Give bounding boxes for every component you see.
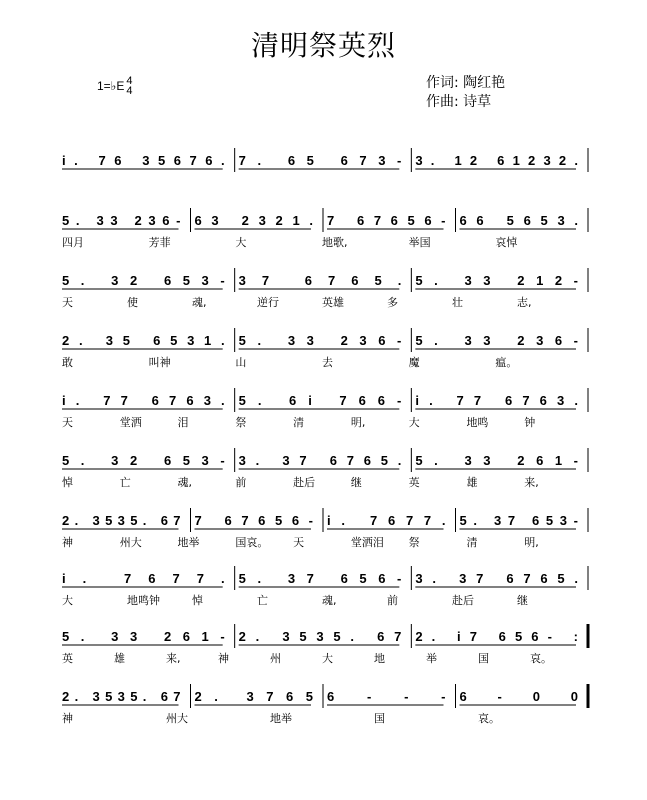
lyric-word: 神 bbox=[62, 712, 73, 725]
measure-notes: 5. 33 261- bbox=[415, 453, 578, 468]
lyric-word: 多 bbox=[387, 296, 398, 309]
lyric-word: 地歌, bbox=[322, 236, 348, 249]
measure-notes: i. 77 6763. bbox=[62, 393, 225, 408]
lyric-word: 魂, bbox=[177, 476, 193, 489]
lyric-word: 地 bbox=[374, 652, 385, 665]
lyric-word: 清 bbox=[466, 536, 478, 549]
lyric-word: 大 bbox=[62, 594, 73, 607]
measure-notes: 5. 32 653- bbox=[62, 453, 225, 468]
measure-notes: 37 6765. bbox=[238, 273, 402, 288]
score-line bbox=[62, 148, 588, 172]
measure-notes: 5. 32 653- bbox=[62, 273, 225, 288]
lyric-word: 国 bbox=[478, 652, 489, 665]
lyric-word: 天 bbox=[62, 416, 73, 429]
composer-label: 作曲: bbox=[426, 94, 459, 110]
measure-notes: i. 7677. bbox=[327, 513, 446, 528]
lyric-word: 哀悼 bbox=[495, 236, 518, 249]
measure-notes: 7 67656- bbox=[194, 513, 313, 528]
lyric-word: 国 bbox=[374, 712, 385, 725]
lyric-word: 山 bbox=[235, 356, 247, 369]
lyric-word: 祭 bbox=[235, 416, 247, 429]
key-label: 1=♭E bbox=[97, 79, 125, 93]
score-line bbox=[62, 508, 588, 549]
measure-notes: 5. 33 261- bbox=[62, 629, 225, 644]
lyric-word: 地举 bbox=[177, 536, 200, 549]
lyric-word: 来, bbox=[166, 652, 181, 665]
lyric-word: 前 bbox=[235, 476, 247, 489]
measure-notes: 2. 3765 bbox=[194, 689, 313, 704]
lyric-word: 悼 bbox=[192, 594, 203, 607]
measure-notes: 5. 6i 766- bbox=[238, 393, 402, 408]
measure-notes: 3. 37 6765. bbox=[238, 453, 402, 468]
score-line bbox=[62, 684, 588, 725]
meter-top: 4 bbox=[126, 75, 133, 87]
lyric-word: 哀。 bbox=[478, 712, 500, 725]
lyric-word: 清 bbox=[293, 416, 305, 429]
score-line bbox=[62, 328, 588, 369]
measure-notes: 3. 12 61232. bbox=[415, 153, 578, 168]
measure-notes: 2. 35 6531. bbox=[62, 333, 225, 348]
lyric-word: 继 bbox=[350, 476, 362, 489]
lyric-word: 赴后 bbox=[293, 476, 316, 489]
lyric-word: 地鸣 bbox=[466, 416, 489, 429]
measure-notes: 63 2321. bbox=[194, 213, 313, 228]
lyric-word: 神 bbox=[218, 652, 229, 665]
lyric-word: 悼 bbox=[62, 476, 73, 489]
measure-notes: 5. 33 236- bbox=[415, 333, 578, 348]
lyric-word: 魂, bbox=[192, 296, 207, 309]
lyric-word: 大 bbox=[408, 416, 420, 429]
lyric-word: 志, bbox=[517, 296, 532, 309]
lyric-word: 祭 bbox=[408, 536, 420, 549]
measure-notes: 2. i7 656- : bbox=[415, 629, 578, 644]
measure-notes: 6--- bbox=[327, 689, 446, 704]
lyric-word: 前 bbox=[387, 594, 398, 607]
lyric-word: 亡 bbox=[257, 594, 268, 607]
lyric-word: 魔 bbox=[408, 356, 420, 369]
lyric-word: 雄 bbox=[114, 652, 125, 665]
lyric-word: 英 bbox=[408, 476, 420, 489]
lyric-word: 四月 bbox=[62, 236, 84, 249]
score-line bbox=[62, 448, 588, 489]
lyric-word: 使 bbox=[127, 296, 138, 309]
lyric-word: 英 bbox=[62, 652, 73, 665]
score-line bbox=[62, 624, 588, 665]
score-line bbox=[62, 268, 588, 309]
measure-notes: 2. 3535. 67 bbox=[238, 629, 402, 644]
lyric-word: 赴后 bbox=[452, 594, 474, 607]
lyric-word: 大 bbox=[322, 652, 333, 665]
lyricist-label: 作词: bbox=[426, 75, 459, 91]
lyric-word: 瘟。 bbox=[495, 356, 518, 369]
lyric-word: 大 bbox=[235, 236, 247, 249]
lyric-word: 天 bbox=[62, 296, 73, 309]
lyric-word: 举国 bbox=[408, 236, 431, 249]
lyric-word: 明, bbox=[524, 536, 539, 549]
lyric-word: 明, bbox=[350, 416, 366, 429]
lyric-word: 亡 bbox=[119, 476, 131, 489]
lyric-word: 来, bbox=[524, 476, 539, 489]
lyric-word: 州大 bbox=[166, 712, 188, 725]
measure-notes: 5. 33 236- bbox=[62, 213, 181, 228]
lyric-word: 州 bbox=[270, 652, 281, 665]
measure-notes: 66 5653. bbox=[459, 213, 578, 228]
lyric-word: 举 bbox=[426, 652, 437, 665]
measure-notes: 5. 33 236- bbox=[238, 333, 402, 348]
lyric-word: 国哀。 bbox=[235, 536, 269, 549]
measure-notes: i. 7677. bbox=[62, 571, 225, 586]
lyric-word: 堂洒泪 bbox=[350, 536, 384, 549]
measure-notes: i. 77 6763. bbox=[415, 393, 578, 408]
lyricist-name: 陶红艳 bbox=[463, 75, 506, 91]
lyric-word: 逆行 bbox=[257, 296, 279, 309]
song-title: 清明祭英烈 bbox=[250, 29, 396, 62]
lyric-word: 钟 bbox=[524, 416, 536, 429]
measure-notes: 2. 3535. 67 bbox=[62, 689, 181, 704]
lyric-word: 堂洒 bbox=[119, 416, 142, 429]
lyric-word: 继 bbox=[517, 594, 528, 607]
lyric-word: 州大 bbox=[119, 536, 142, 549]
lyric-word: 泪 bbox=[177, 416, 189, 429]
lyric-word: 天 bbox=[293, 536, 305, 549]
meter-bottom: 4 bbox=[126, 85, 133, 97]
lyric-word: 神 bbox=[62, 536, 73, 549]
lyric-word: 哀。 bbox=[530, 652, 552, 665]
lyric-word: 叫神 bbox=[148, 356, 171, 369]
lyric-word: 敢 bbox=[62, 356, 73, 369]
lyric-word: 去 bbox=[322, 356, 333, 369]
measure-notes: 6-00 bbox=[459, 689, 578, 704]
measure-notes: 7. 65 673- bbox=[238, 153, 402, 168]
measure-notes: i. 76 35676. bbox=[62, 153, 225, 168]
measure-notes: 3. 37 6765. bbox=[415, 571, 578, 586]
lyric-word: 英雄 bbox=[322, 296, 344, 309]
lyric-word: 雄 bbox=[466, 476, 478, 489]
lyric-word: 魂, bbox=[322, 594, 337, 607]
measure-notes: 2. 3535. 67 bbox=[62, 513, 181, 528]
score-line bbox=[62, 208, 588, 249]
score-line bbox=[62, 566, 588, 607]
lyric-word: 地举 bbox=[270, 712, 292, 725]
measure-notes: 5. 37 653- bbox=[459, 513, 578, 528]
measure-notes: 7 67656- bbox=[327, 213, 446, 228]
lyric-word: 壮 bbox=[452, 296, 463, 309]
lyric-word: 芳菲 bbox=[148, 236, 171, 249]
measure-notes: 5. 37 656- bbox=[238, 571, 402, 586]
measure-notes: 5. 33 212- bbox=[415, 273, 578, 288]
score-line bbox=[62, 388, 588, 429]
composer-name: 诗草 bbox=[463, 94, 492, 110]
lyric-word: 地鸣钟 bbox=[127, 594, 160, 607]
